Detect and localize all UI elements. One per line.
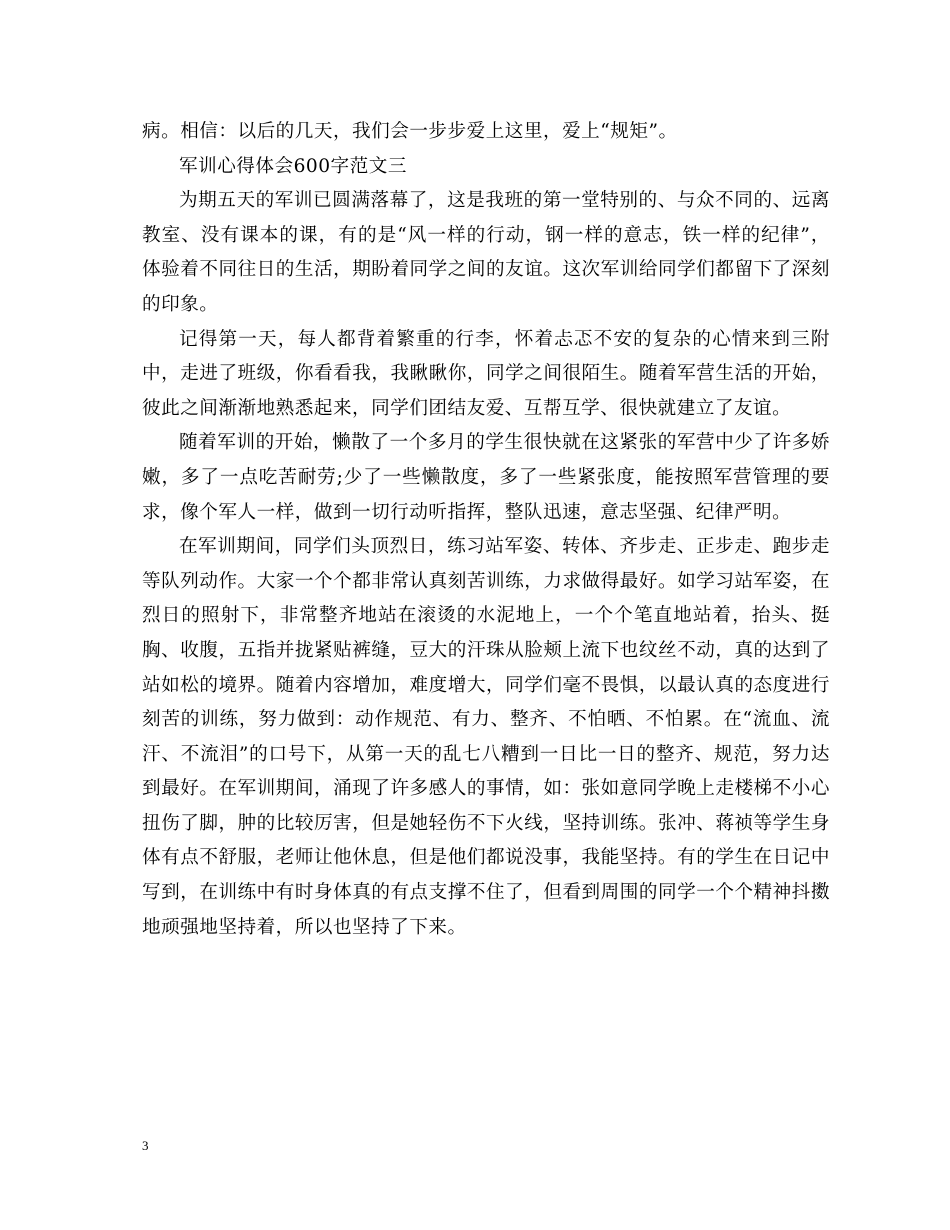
paragraph: 随着军训的开始，懒散了一个多月的学生很快就在这紧张的军营中少了许多娇嫩，多了一点吃苦耐劳;少了一些懒散度，多了一些紧张度，能按照军营管理的要求，像个军人一样，做到一切行动听指挥，整队迅速，意志坚强、纪律严明。 <box>142 432 830 523</box>
section-heading: 军训心得体会600字范文三 <box>179 155 407 177</box>
document-body <box>142 115 830 945</box>
paragraph-continuation: 病。相信：以后的几天，我们会一步步爱上这里，爱上“规矩”。 <box>142 121 678 142</box>
paragraph: 为期五天的军训已圆满落幕了，这是我班的第一堂特别的、与众不同的、远离教室、没有课本的课，有的是“风一样的行动，钢一样的意志，铁一样的纪律”，体验着不同往日的生活，期盼着同学之间的友谊。这次军训给同学们都留下了深刻的印象。 <box>142 190 830 315</box>
paragraph: 记得第一天，每人都背着繁重的行李，怀着忐忑不安的复杂的心情来到三附中，走进了班级，你看看我，我瞅瞅你，同学之间很陌生。随着军营生活的开始，彼此之间渐渐地熟悉起来，同学们团结友爱、互帮互学、很快就建立了友谊。 <box>142 328 830 419</box>
paragraph: 在军训期间，同学们头顶烈日，练习站军姿、转体、齐步走、正步走、跑步走等队列动作。大家一个个都非常认真刻苦训练，力求做得最好。如学习站军姿，在烈日的照射下，非常整齐地站在滚烫的水泥地上，一个个笔直地站着，抬头、挺胸、收腹，五指并拢紧贴裤缝，豆大的汗珠从脸颊上流下也纹丝不动，真的达到了站如松的境界。随着内容增加，难度增大，同学们毫不畏惧，以最认真的态度进行刻苦的训练，努力做到：动作规范、有力、整齐、不怕晒、不怕累。在“流血、流汗、不流泪”的口号下，从第一天的乱七八糟到一日比一日的整齐、规范，努力达到最好。在军训期间，涌现了许多感人的事情，如：张如意同学晚上走楼梯不小心扭伤了脚，肿的比较厉害，但是她轻伤不下火线，坚持训练。张冲、蒋祯等学生身体有点不舒服，老师让他休息，但是他们都说没事，我能坚持。有的学生在日记中写到，在训练中有时身体真的有点支撑不住了，但看到周围的同学一个个精神抖擞地顽强地坚持着，所以也坚持了下来。 <box>142 536 830 938</box>
page-number: 3 <box>142 1138 149 1153</box>
